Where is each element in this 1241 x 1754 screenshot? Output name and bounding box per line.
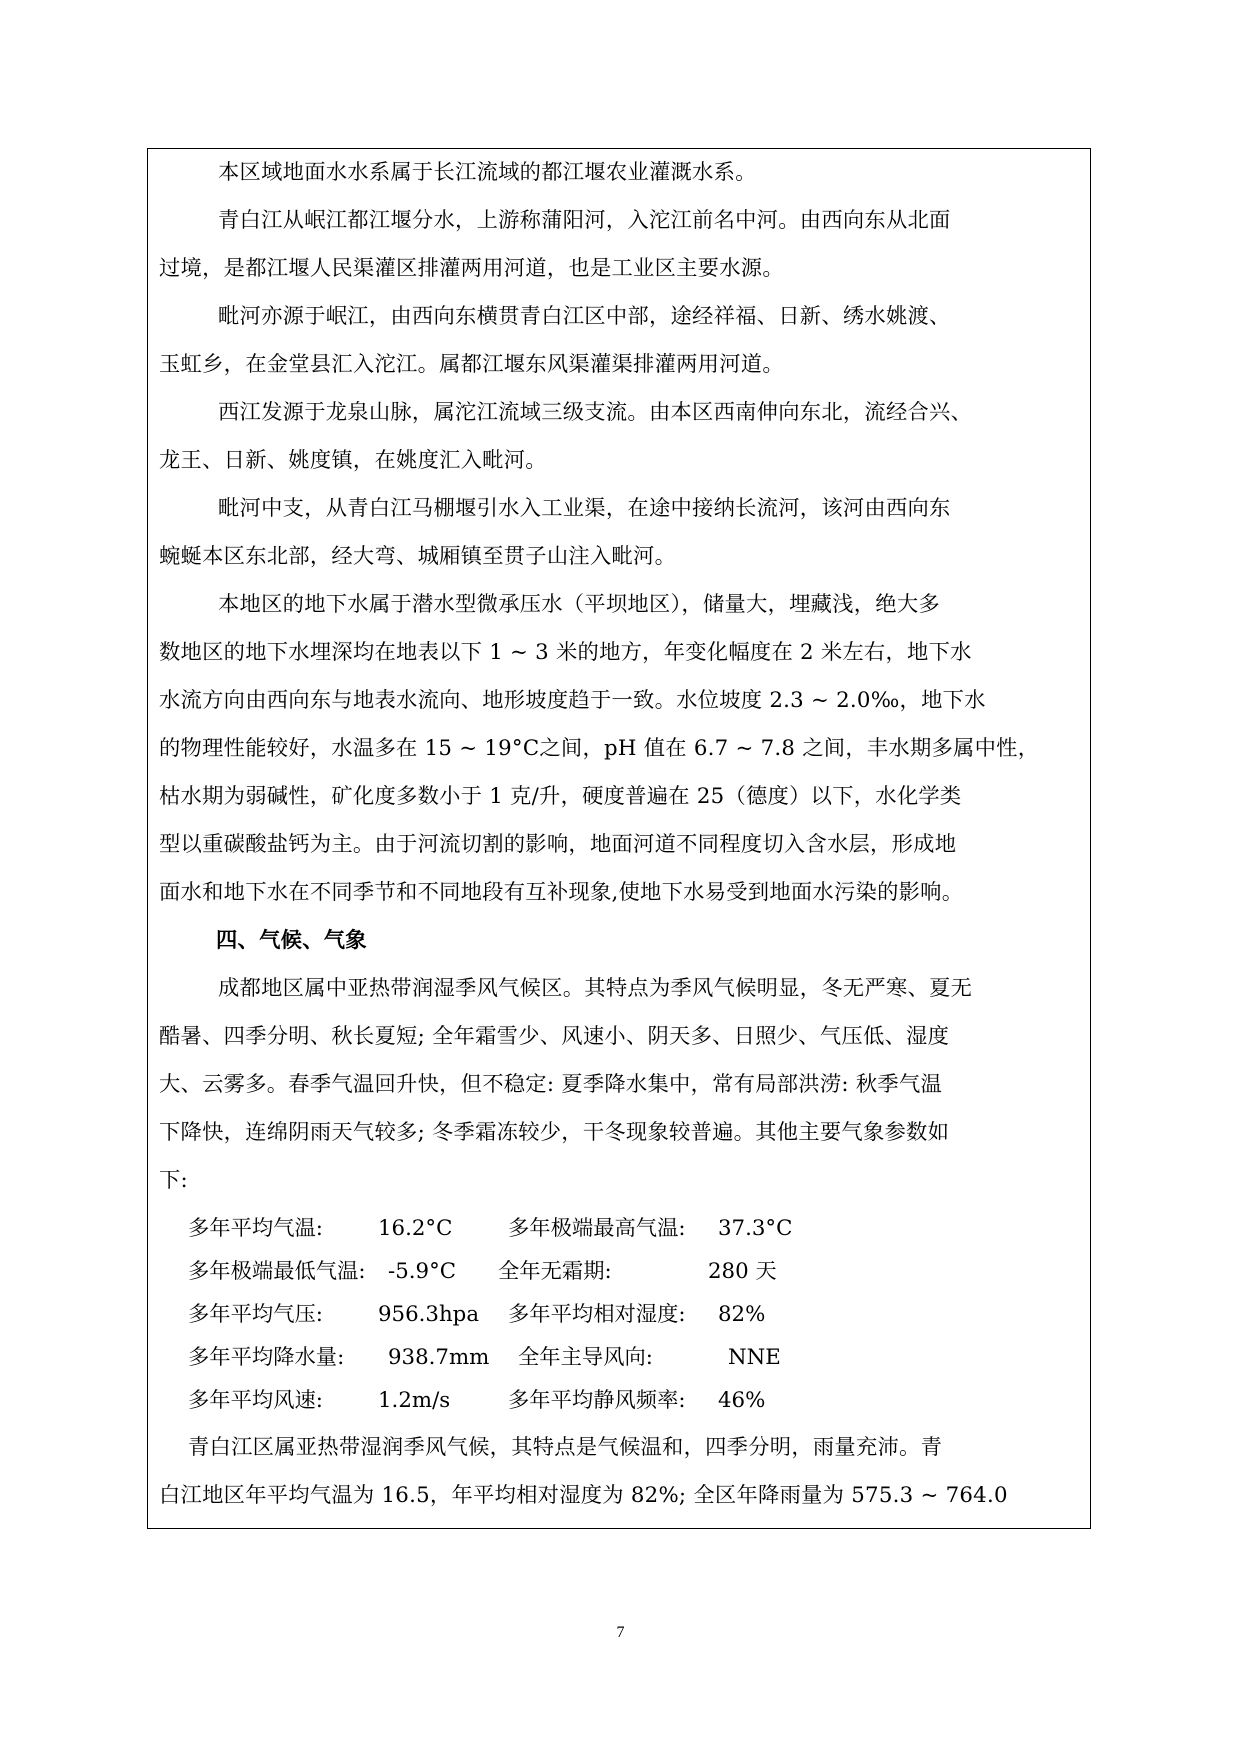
text-line: 青白江从岷江都江堰分水，上游称蒲阳河，入沱江前名中河。由西向东从北面 — [218, 208, 951, 233]
text-line: 成都地区属中亚热带润湿季风气候区。其特点为季风气候明显，冬无严寒、夏无 — [218, 976, 973, 1001]
parameter-value: 37.3°C — [718, 1216, 793, 1241]
parameter-label: 多年平均静风频率: — [508, 1388, 686, 1413]
text-line: 型以重碳酸盐钙为主。由于河流切割的影响，地面河道不同程度切入含水层，形成地 — [159, 832, 957, 857]
parameter-label: 全年无霜期: — [498, 1259, 612, 1284]
text-line: 下降快，连绵阴雨天气较多; 冬季霜冻较少，干冬现象较普遍。其他主要气象参数如 — [159, 1120, 950, 1145]
parameter-value: -5.9°C — [388, 1259, 457, 1284]
parameter-label: 多年平均风速: — [188, 1388, 323, 1413]
parameter-value: NNE — [728, 1345, 781, 1370]
parameter-value: 938.7mm — [388, 1345, 490, 1370]
text-line: 的物理性能较好，水温多在 15 ~ 19°C之间，pH 值在 6.7 ~ 7.8 之间，丰水期多属中性， — [159, 736, 1040, 761]
parameter-label: 多年平均气压: — [188, 1302, 323, 1327]
parameter-value: 1.2m/s — [378, 1388, 451, 1413]
text-line: 玉虹乡，在金堂县汇入沱江。属都江堰东风渠灌渠排灌两用河道。 — [159, 352, 784, 377]
parameter-label: 全年主导风向: — [518, 1345, 653, 1370]
text-line: 本区域地面水水系属于长江流域的都江堰农业灌溉水系。 — [218, 160, 757, 185]
text-line: 枯水期为弱碱性，矿化度多数小于 1 克/升，硬度普遍在 25（德度）以下，水化学类 — [159, 784, 962, 809]
text-line: 龙王、日新、姚度镇，在姚度汇入毗河。 — [159, 448, 547, 473]
parameter-value: 16.2°C — [378, 1216, 453, 1241]
parameter-value: 46% — [718, 1388, 766, 1413]
parameter-label: 多年极端最低气温: — [188, 1259, 366, 1284]
parameter-label: 多年平均降水量: — [188, 1345, 345, 1370]
text-line: 面水和地下水在不同季节和不同地段有互补现象,使地下水易受到地面水污染的影响。 — [159, 880, 964, 905]
content-overlay — [147, 148, 1091, 1166]
text-line: 毗河中支，从青白江马棚堰引水入工业渠，在途中接纳长流河，该河由西向东 — [218, 496, 951, 521]
text-line: 下: — [159, 1168, 188, 1193]
text-line: 白江地区年平均气温为 16.5，年平均相对湿度为 82%; 全区年降雨量为 575.3 ~ 764.0 — [159, 1483, 1008, 1508]
text-line: 本地区的地下水属于潜水型微承压水（平坝地区），储量大，埋藏浅，绝大多 — [218, 592, 940, 617]
text-line: 水流方向由西向东与地表水流向、地形坡度趋于一致。水位坡度 2.3 ~ 2.0‰，地下水 — [159, 688, 986, 713]
parameter-label: 多年平均气温: — [188, 1216, 323, 1241]
text-line: 大、云雾多。春季气温回升快，但不稳定: 夏季降水集中，常有局部洪涝: 秋季气温 — [159, 1072, 943, 1097]
text-line: 青白江区属亚热带湿润季风气候，其特点是气候温和，四季分明，雨量充沛。青 — [188, 1435, 943, 1460]
page-number: 7 — [616, 1624, 625, 1641]
parameter-value: 82% — [718, 1302, 766, 1327]
text-line: 蜿蜒本区东北部，经大弯、城厢镇至贯子山注入毗河。 — [159, 544, 677, 569]
text-line: 西江发源于龙泉山脉，属沱江流域三级支流。由本区西南伸向东北，流经合兴、 — [218, 400, 973, 425]
text-line: 数地区的地下水埋深均在地表以下 1 ~ 3 米的地方，年变化幅度在 2 米左右，地下水 — [159, 640, 972, 665]
section-heading: 四、气候、气象 — [216, 928, 367, 953]
text-line: 酷暑、四季分明、秋长夏短; 全年霜雪少、风速小、阴天多、日照少、气压低、湿度 — [159, 1024, 950, 1049]
parameter-value: 280 天 — [708, 1259, 777, 1284]
parameter-value: 956.3hpa — [378, 1302, 480, 1327]
text-line: 过境，是都江堰人民渠灌区排灌两用河道，也是工业区主要水源。 — [159, 256, 784, 281]
parameter-label: 多年极端最高气温: — [508, 1216, 686, 1241]
parameter-label: 多年平均相对湿度: — [508, 1302, 686, 1327]
text-line: 毗河亦源于岷江，由西向东横贯青白江区中部，途经祥福、日新、绣水姚渡、 — [218, 304, 951, 329]
